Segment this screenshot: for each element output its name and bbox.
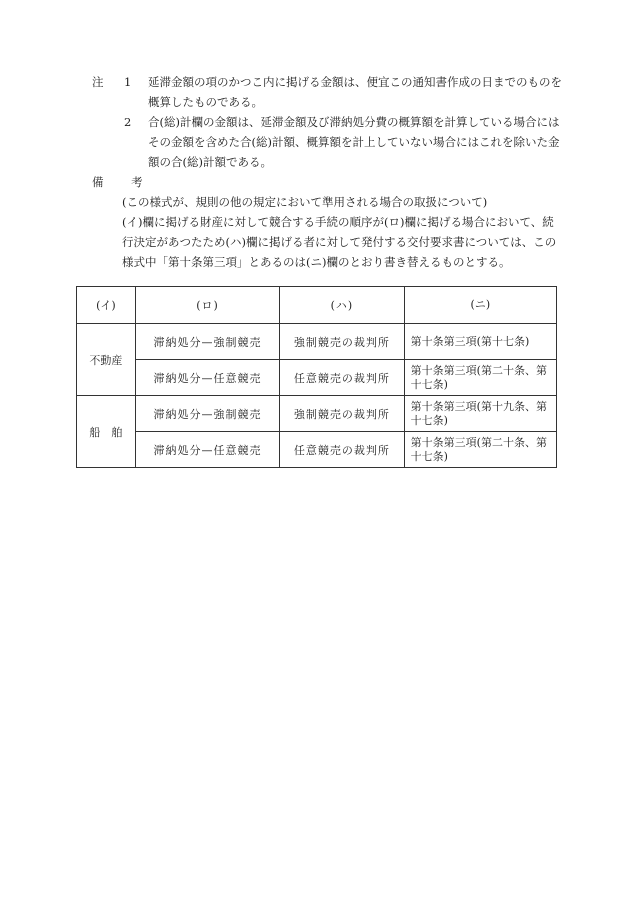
procedure-order-cell: 滞納処分—強制競売: [135, 396, 279, 432]
table-row: [77, 432, 557, 468]
property-type-cell: 不動産: [77, 324, 136, 396]
clause-cell: 第十条第三項(第二十条、第十七条): [404, 432, 556, 468]
table-header-row: [77, 287, 557, 324]
note-text: 合(総)計欄の金額は、延滞金額及び滞納処分費の概算額を計算している場合にはその金額を含めた合(総)計額、概算額を計上していない場合にはこれを除いた金額の合(総)計額である。: [148, 115, 560, 169]
note-text: 延滞金額の項のかつこ内に掲げる金額は、便宜この通知書作成の日までのものを概算したものである。: [148, 75, 562, 109]
column-header-i: (イ): [77, 287, 136, 324]
column-header-ha: (ハ): [280, 287, 404, 324]
remarks-body: [122, 192, 562, 272]
table-row: [77, 324, 557, 360]
procedure-table: [76, 286, 557, 468]
column-header-ro: (ロ): [135, 287, 279, 324]
remarks-line: (この様式が、規則の他の規定において準用される場合の取扱について): [122, 195, 488, 209]
procedure-order-cell: 滞納処分—強制競売: [135, 324, 279, 360]
court-cell: 任意競売の裁判所: [280, 432, 404, 468]
clause-cell: 第十条第三項(第十七条): [404, 324, 556, 360]
note-item-2: [92, 112, 562, 172]
note-number: 1: [124, 75, 132, 89]
note-item-1: [92, 72, 562, 112]
notes-section: [92, 72, 562, 272]
court-cell: 強制競売の裁判所: [280, 396, 404, 432]
notes-label: 注: [92, 75, 108, 89]
procedure-order-cell: 滞納処分—任意競売: [135, 360, 279, 396]
table-row: [77, 396, 557, 432]
procedure-order-cell: 滞納処分—任意競売: [135, 432, 279, 468]
clause-cell: 第十条第三項(第二十条、第十七条): [404, 360, 556, 396]
table-row: [77, 360, 557, 396]
clause-cell: 第十条第三項(第十九条、第十七条): [404, 396, 556, 432]
column-header-ni: (ニ): [404, 287, 556, 324]
remarks-label: 備 考: [92, 175, 155, 189]
property-type-cell: 船 舶: [77, 396, 136, 468]
court-cell: 強制競売の裁判所: [280, 324, 404, 360]
court-cell: 任意競売の裁判所: [280, 360, 404, 396]
note-number: 2: [124, 115, 132, 129]
remarks-line: (イ)欄に掲げる財産に対して競合する手続の順序が(ロ)欄に掲げる場合において、続行決定があつたため(ハ)欄に掲げる者に対して発付する交付要求書については、この様式中「第十条第三項」とあるのは(ニ)欄のとおり書き替えるものとする。: [122, 215, 557, 269]
